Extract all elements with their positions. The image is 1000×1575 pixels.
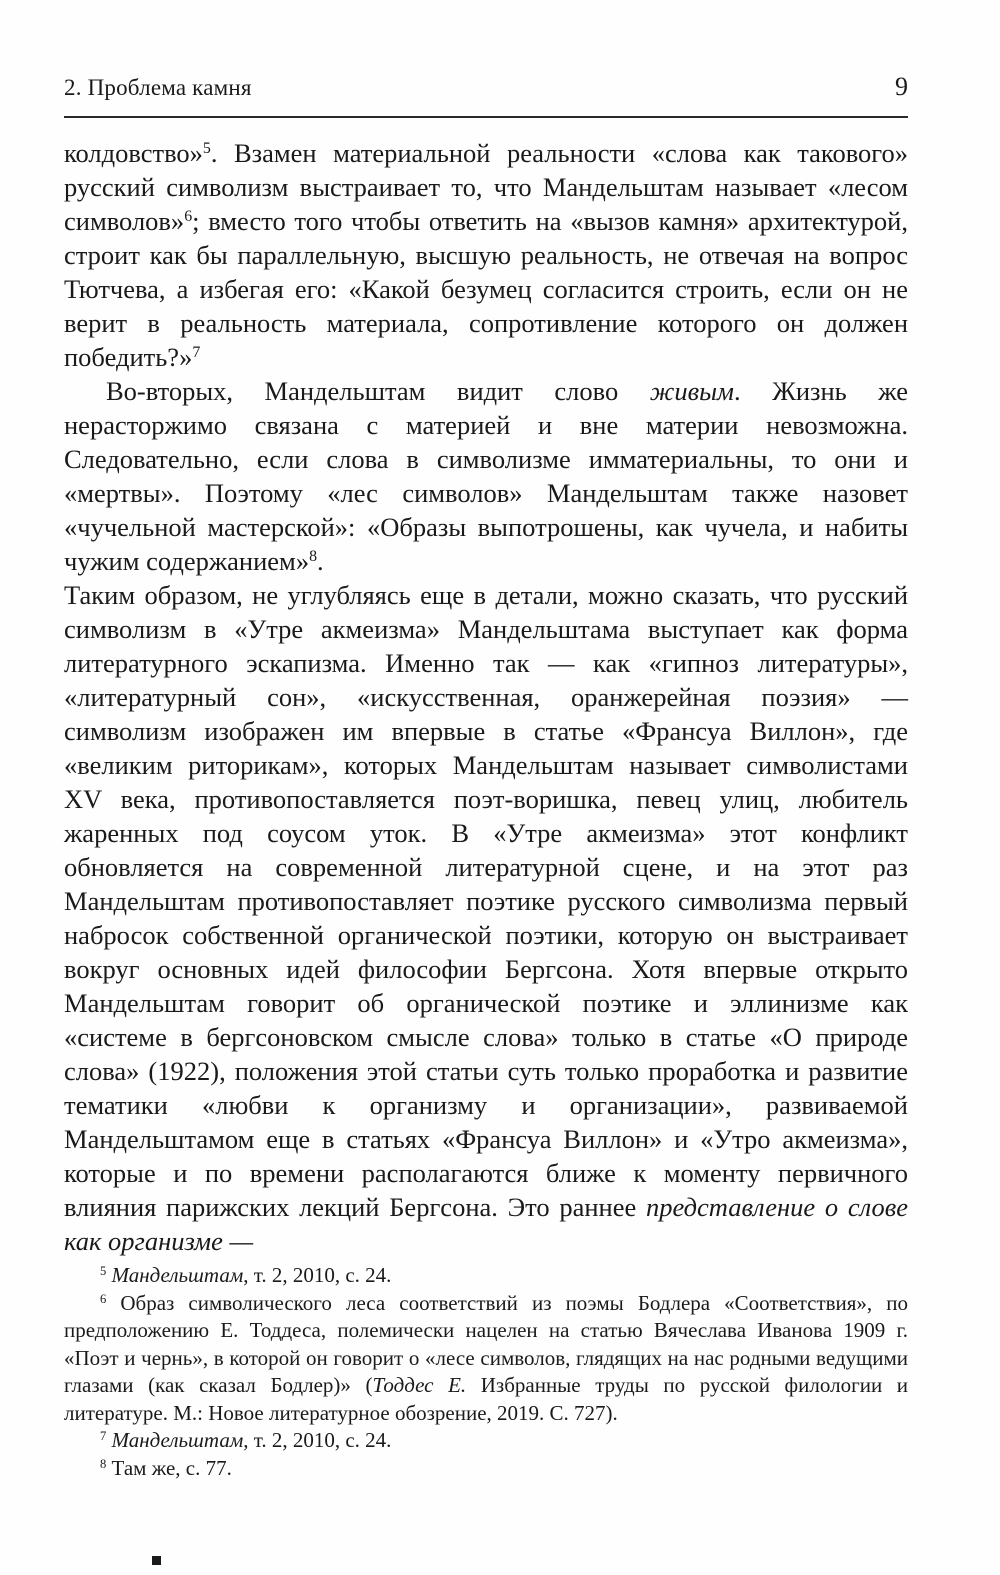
body-text <box>64 136 908 1258</box>
paragraph <box>64 374 908 578</box>
footnote-marker: 5 <box>100 1264 107 1279</box>
emphasized-text: Мандельштам <box>111 1263 244 1287</box>
text-run: Там же, с. 77. <box>111 1455 232 1480</box>
footnote-reference: 5 <box>202 140 211 158</box>
text-run: , т. 2, 2010, с. 24. <box>243 1263 392 1287</box>
running-header-title: 2. Проблема камня <box>64 75 252 100</box>
footnote <box>64 1290 908 1428</box>
emphasized-text: Мандельштам <box>111 1428 244 1452</box>
footnote <box>64 1427 908 1455</box>
text-run: . <box>317 546 324 576</box>
footnote-marker: 8 <box>100 1456 107 1471</box>
footnote-marker: 6 <box>100 1291 107 1306</box>
footnote <box>64 1262 908 1290</box>
footnote-reference: 6 <box>184 208 193 226</box>
text-run: . Жизнь же нерасторжимо связана с материей и вне материи невозможна. Следовательно, если слова в символизме имматериальны, то они и «мертвы». Поэтому «лес символов» Мандельштам также назовет «чучельной мастерской»: «Образы выпотрошены, как чучела, и набиты чужим содержанием» <box>64 376 908 576</box>
footnotes <box>64 1262 908 1482</box>
text-run: Во-вторых, Мандельштам видит слово <box>106 376 650 406</box>
footnote-reference: 8 <box>309 548 318 566</box>
text-run: . Взамен материальной реальности «слова как такового» русский символизм выстраивает то, что Мандельштам называет «лесом символов» <box>64 138 908 236</box>
page-header <box>64 72 908 118</box>
text-run: колдовство» <box>64 138 203 168</box>
emphasized-text: живым <box>649 376 734 406</box>
paragraph <box>64 578 908 1258</box>
emphasized-text: представление о слове как организме — <box>64 1192 909 1256</box>
text-run: Образ символического леса соответствий из поэмы Бодлера «Соответствия», по предположению Е. Тоддеса, полемически нацелен на статью Вячеслава Иванова 1909 г. «Поэт и чернь», в которой он говорит о «лесе символов, глядящих на нас родными ведущими глазами (как сказал Бодлер)» ( <box>64 1290 908 1397</box>
footnote <box>64 1455 908 1483</box>
footnote-reference: 7 <box>192 344 201 362</box>
text-run: , т. 2, 2010, с. 24. <box>243 1428 392 1452</box>
text-run: ; вместо того чтобы ответить на «вызов камня» архитектурой, строит как бы параллельную, высшую реальность, не отвечая на вопрос Тютчева, а избегая его: «Какой безумец согласится строить, если он не верит в реальность материала, сопротивление которого он должен победить?» <box>64 206 908 372</box>
paragraph <box>64 136 908 374</box>
text-run: Таким образом, не углубляясь еще в детали, можно сказать, что русский символизм в «Утре акмеизма» Мандельштама выступает как форма литературного эскапизма. Именно так — как «гипноз литературы», «литературный сон», «искусственная, оранжерейная поэзия» — символизм изображен им впервые в статье «Франсуа Виллон», где «великим риторикам», которых Мандельштам называет символистами XV века, противопоставляется поэт-воришка, певец улиц, любитель жаренных под соусом уток. В «Утре акмеизма» этот конфликт обновляется на современной литературной сцене, и на этот раз Мандельштам противопоставляет поэтике русского символизма первый набросок собственной органической поэтики, которую он выстраивает вокруг основных идей философии Бергсона. Хотя впервые открыто Мандельштам говорит об органической поэтике и эллинизме как «системе в бергсоновском смысле слова» только в статье «О природе слова» (1922), положения этой статьи суть только проработка и развитие тематики «любви к организму и организации», развиваемой Мандельштамом еще в статьях «Франсуа Виллон» и «Утро акмеизма», которые и по времени располагаются ближе к моменту первичного влияния парижских лекций Бергсона. Это раннее <box>64 580 908 1222</box>
text-run: Избранные труды по русской филологии и литературе. М.: Новое литературное обозрение, 2019. С. 727). <box>64 1373 909 1425</box>
page-number: 9 <box>895 72 908 101</box>
scan-artifact-dot <box>152 1556 161 1565</box>
emphasized-text: Тоддес Е. <box>372 1373 467 1397</box>
footnote-marker: 7 <box>100 1429 107 1444</box>
